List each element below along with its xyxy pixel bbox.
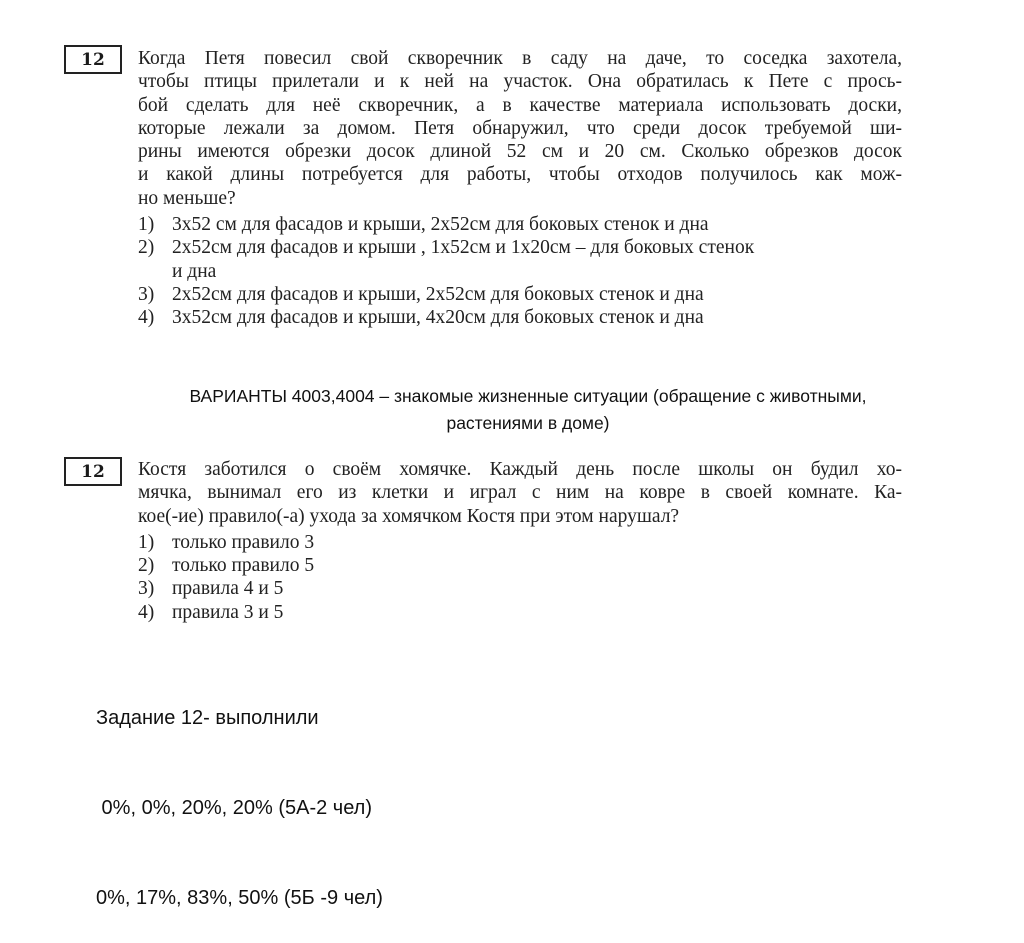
- option-number: 4): [138, 601, 155, 623]
- option-number: 3): [138, 578, 155, 600]
- option-text: 2х52см для фасадов и крыши, 2х52см для боковых стенок и дна: [172, 283, 704, 305]
- answer-option: [138, 577, 902, 600]
- option-number: 1): [138, 531, 155, 553]
- heading-line: ВАРИАНТЫ 4003,4004 – знакомые жизненные ситуации (обращение с животными,: [189, 386, 867, 406]
- variants-heading: [100, 383, 956, 437]
- task-number-box: [64, 457, 122, 486]
- text-line: но меньше?: [138, 187, 236, 209]
- text-line: которые лежали за домом. Петя обнаружил, что среди досок требуемой ши-: [138, 117, 902, 139]
- problem-2: [138, 458, 902, 624]
- results-5b: 0%, 17%, 83%, 50% (5Б -9 чел): [96, 887, 383, 909]
- answer-option: [138, 306, 902, 329]
- answer-option: [138, 213, 902, 236]
- text-line: Костя заботился о своём хомячке. Каждый день после школы он будил хо-: [138, 459, 902, 480]
- answer-options: [138, 531, 902, 624]
- option-number: 2): [138, 237, 155, 259]
- text-line: чтобы птицы прилетали и к ней на участок. Она обратилась к Пете с прось-: [138, 71, 902, 93]
- option-number: 3): [138, 283, 155, 305]
- option-text: и дна: [172, 260, 217, 282]
- option-text: 3х52 см для фасадов и крыши, 2х52см для боковых стенок и дна: [172, 214, 709, 236]
- option-text: 2х52см для фасадов и крыши , 1х52см и 1х20см – для боковых стенок: [172, 237, 755, 259]
- answer-option: [138, 531, 902, 554]
- answer-option: [138, 601, 902, 624]
- text-line: рины имеются обрезки досок длиной 52 см и 20 см. Сколько обрезков досок: [138, 141, 902, 163]
- heading-line: растениями в доме): [446, 413, 610, 433]
- task-number: 12: [81, 49, 105, 70]
- results-5a: 0%, 0%, 20%, 20% (5А-2 чел): [96, 797, 372, 819]
- option-text: правила 4 и 5: [172, 578, 284, 600]
- text-line: Когда Петя повесил свой скворечник в саду на даче, то соседка захотела,: [138, 48, 902, 69]
- option-number: 4): [138, 307, 155, 329]
- task-number: 12: [81, 461, 105, 482]
- option-text: 3х52см для фасадов и крыши, 4х20см для боковых стенок и дна: [172, 307, 704, 329]
- text-line: бой сделать для неё скворечник, а в качестве материала использовать доски,: [138, 94, 902, 116]
- text-line: и какой длины потребуется для работы, чтобы отходов получилось как мож-: [138, 164, 902, 186]
- answer-options: [138, 213, 902, 329]
- problem-1-text: [138, 47, 902, 210]
- option-text: только правило 5: [172, 555, 315, 577]
- text-line: кое(-ие) правило(-а) ухода за хомячком Костя при этом нарушал?: [138, 505, 680, 527]
- task-number-box: [64, 45, 122, 74]
- results-title: Задание 12- выполнили: [96, 707, 319, 729]
- answer-option: [138, 554, 902, 577]
- problem-2-text: [138, 458, 902, 528]
- option-number: 2): [138, 555, 155, 577]
- problem-1: [138, 47, 902, 330]
- results-block: [96, 643, 383, 943]
- option-number: 1): [138, 214, 155, 236]
- text-line: мячка, вынимал его из клетки и играл с ним на ковре в своей комнате. Ка-: [138, 482, 902, 504]
- option-text: правила 3 и 5: [172, 601, 284, 623]
- option-text: только правило 3: [172, 531, 315, 553]
- answer-option: [138, 283, 902, 306]
- answer-option: [138, 236, 902, 283]
